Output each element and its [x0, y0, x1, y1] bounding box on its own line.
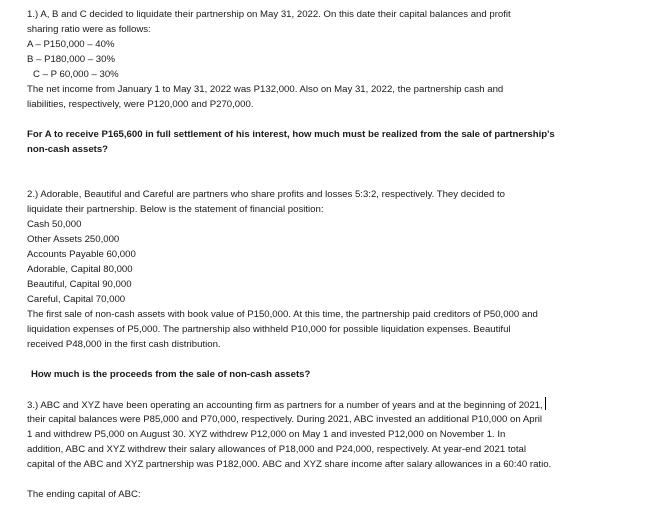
- q3-line-1: 3.) ABC and XYZ have been operating an accounting firm as partners for a number of years and at the beginning of 2021,: [27, 400, 543, 411]
- q2-sfp-adorable-capital: Adorable, Capital 80,000: [27, 264, 133, 275]
- q2-line-1: 2.) Adorable, Beautiful and Careful are partners who share profits and losses 5:3:2, respectively. They decided to: [27, 189, 506, 200]
- q3-line-1-wrap: [27, 397, 627, 412]
- q2-sfp-careful-capital: Careful, Capital 70,000: [27, 294, 126, 305]
- q1-line-6: The net income from January 1 to May 31, 2022 was P132,000. Also on May 31, 2022, the partnership cash and: [27, 84, 504, 95]
- q1-ratio-c: C – P 60,000 – 30%: [33, 69, 119, 80]
- question-1: [27, 7, 627, 157]
- text-cursor: [545, 397, 546, 410]
- q2-sfp-other-assets: Other Assets 250,000: [27, 234, 120, 245]
- q1-ratio-a: A – P150,000 – 40%: [27, 39, 115, 50]
- q2-line-2: liquidate their partnership. Below is the statement of financial position:: [27, 204, 324, 215]
- q2-sfp-cash: Cash 50,000: [27, 219, 82, 230]
- q2-question: How much is the proceeds from the sale of non-cash assets?: [31, 369, 311, 380]
- question-3: [27, 397, 627, 502]
- q2-line-10: liquidation expenses of P5,000. The partnership also withheld P10,000 for possible liquidation expenses. Beautiful: [27, 324, 511, 335]
- q2-line-9: The first sale of non-cash assets with book value of P150,000. At this time, the partnership paid creditors of P50,000 and: [27, 309, 538, 320]
- q1-ratio-b: B – P180,000 – 30%: [27, 54, 116, 65]
- q3-line-2: their capital balances were P85,000 and P70,000, respectively. During 2021, ABC invested an additional P10,000 on April: [27, 414, 543, 425]
- q1-line-7: liabilities, respectively, were P120,000 and P270,000.: [27, 99, 254, 110]
- q2-sfp-beautiful-capital: Beautiful, Capital 90,000: [27, 279, 132, 290]
- question-2: [27, 187, 627, 382]
- q1-line-2: sharing ratio were as follows:: [27, 24, 151, 35]
- q3-question: The ending capital of ABC:: [27, 489, 141, 500]
- q2-sfp-accounts-payable: Accounts Payable 60,000: [27, 249, 136, 260]
- q3-line-4: addition, ABC and XYZ withdrew their salary allowances of P18,000 and P24,000, respectively. At year-end 2021 total: [27, 444, 526, 455]
- document-body: [27, 7, 627, 502]
- q3-line-5: capital of the ABC and XYZ partnership was P182,000. ABC and XYZ share income after salary allowances in a 60:40 ratio.: [27, 459, 552, 470]
- q2-line-11: received P48,000 in the first cash distribution.: [27, 339, 221, 350]
- q3-line-3: 1 and withdrew P5,000 on August 30. XYZ withdrew P12,000 on May 1 and invested P12,000 on November 1. In: [27, 429, 506, 440]
- q1-line-1: 1.) A, B and C decided to liquidate their partnership on May 31, 2022. On this date their capital balances and profit: [27, 9, 511, 20]
- q1-question-line-1: For A to receive P165,600 in full settlement of his interest, how much must be realized from the sale of partnership's: [27, 129, 555, 140]
- q1-question-line-2: non-cash assets?: [27, 144, 109, 155]
